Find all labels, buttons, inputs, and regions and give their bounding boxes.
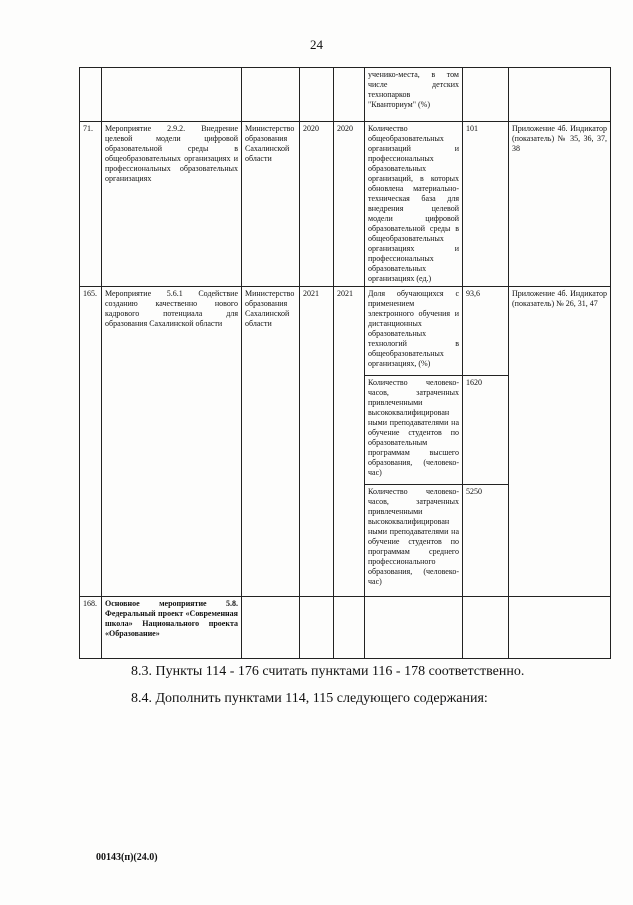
cell-value: 93,6 bbox=[463, 287, 509, 376]
table-row bbox=[80, 68, 611, 122]
cell-indicator: Количество человеко-часов, затраченных привлеченными высококвалифицирован ными преподавателями на обучение студентов по программам среднего профессионального образования, (человеко-час) bbox=[365, 485, 463, 597]
paragraph-8-3: 8.3. Пункты 114 - 176 считать пунктами 116 - 178 соответственно. bbox=[131, 664, 525, 679]
cell-num: 168. bbox=[80, 597, 102, 659]
cell-event: Основное мероприятие 5.8. Федеральный проект «Современная школа» Национального проекта «Образование» bbox=[102, 597, 242, 659]
document-code: 00143(п)(24.0) bbox=[96, 852, 158, 863]
paragraph-8-4: 8.4. Дополнить пунктами 114, 115 следующего содержания: bbox=[131, 691, 488, 706]
cell-num: 165. bbox=[80, 287, 102, 597]
cell-value: 101 bbox=[463, 122, 509, 287]
cell-value: 1620 bbox=[463, 376, 509, 485]
cell-executor bbox=[242, 68, 300, 122]
program-table bbox=[79, 67, 611, 659]
cell-indicator: ученико-места, в том числе детских технопарков "Кванториум" (%) bbox=[365, 68, 463, 122]
cell-end bbox=[334, 68, 365, 122]
table-row bbox=[80, 597, 611, 659]
cell-executor: Министерство образования Сахалинской области bbox=[242, 122, 300, 287]
cell-link: Приложение 4б. Индикатор (показатель) № 35, 36, 37, 38 bbox=[509, 122, 611, 287]
cell-event: Мероприятие 2.9.2. Внедрение целевой модели цифровой образовательной среды в общеобразовательных организациях и профессиональных образовательных организациях bbox=[102, 122, 242, 287]
cell-indicator: Доля обучающихся с применением электронного обучения и дистанционных образовательных технологий в общеобразовательных организациях, (%) bbox=[365, 287, 463, 376]
table-row bbox=[80, 122, 611, 287]
cell-value bbox=[463, 597, 509, 659]
cell-indicator: Количество человеко-часов, затраченных привлеченными высококвалифицирован ными преподавателями на обучение студентов по образовательным программам высшего образования, (человеко-час) bbox=[365, 376, 463, 485]
cell-event: Мероприятие 5.6.1 Содействие созданию качественно нового кадрового потенциала для образования Сахалинской области bbox=[102, 287, 242, 597]
cell-num bbox=[80, 68, 102, 122]
cell-value: 5250 bbox=[463, 485, 509, 597]
cell-end bbox=[334, 597, 365, 659]
cell-start bbox=[300, 597, 334, 659]
table-row bbox=[80, 287, 611, 376]
cell-num: 71. bbox=[80, 122, 102, 287]
cell-executor bbox=[242, 597, 300, 659]
cell-end: 2020 bbox=[334, 122, 365, 287]
cell-value bbox=[463, 68, 509, 122]
cell-event bbox=[102, 68, 242, 122]
cell-indicator: Количество общеобразовательных организаций и профессиональных образовательных организаций, в которых обновлена материально-техническая база для внедрения целевой модели цифровой образовательной среды в общеобразовательных организациях и профессиональных образовательных организациях (ед.) bbox=[365, 122, 463, 287]
cell-link: Приложение 4б. Индикатор (показатель) № 26, 31, 47 bbox=[509, 287, 611, 597]
cell-indicator bbox=[365, 597, 463, 659]
cell-start bbox=[300, 68, 334, 122]
cell-end: 2021 bbox=[334, 287, 365, 597]
cell-link bbox=[509, 597, 611, 659]
cell-start: 2020 bbox=[300, 122, 334, 287]
cell-start: 2021 bbox=[300, 287, 334, 597]
cell-executor: Министерство образования Сахалинской области bbox=[242, 287, 300, 597]
cell-link bbox=[509, 68, 611, 122]
page-number: 24 bbox=[310, 37, 323, 52]
